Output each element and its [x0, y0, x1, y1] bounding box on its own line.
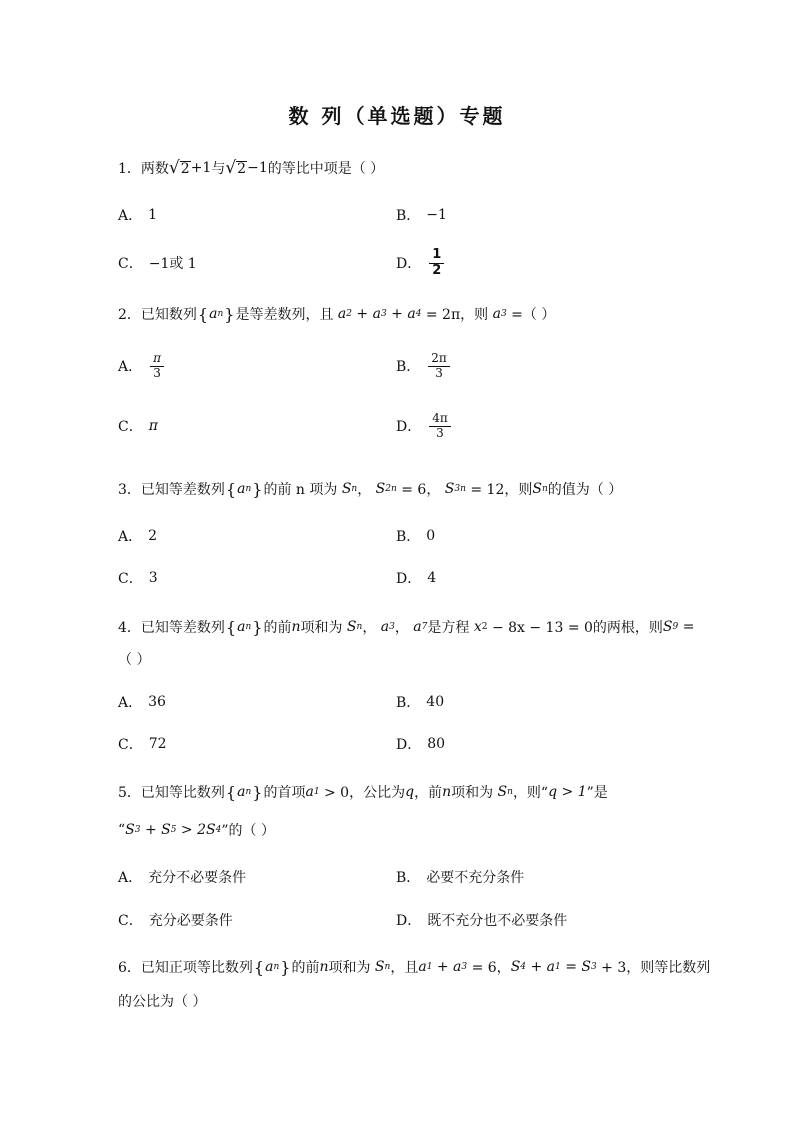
- option-b[interactable]: B． $\frac{2\pi}{3}$: [396, 346, 452, 386]
- option-a[interactable]: A． 2: [118, 528, 158, 545]
- question-6: 6． 已知正项等比数列 { a n } 的前 n 项和为 S n ，且 a 1 + a 3 = 6， S 4 + a 1 = S 3 + 3，则等比数列: [118, 957, 711, 977]
- option-d[interactable]: D． 80: [396, 736, 446, 753]
- fraction: $\frac{1}{2}$: [429, 248, 444, 279]
- question-number: 4．: [118, 620, 141, 636]
- sqrt-2: √ 2: [225, 158, 247, 179]
- option-c[interactable]: C． 3: [118, 570, 158, 587]
- option-d[interactable]: D． 既不充分也不必要条件: [396, 913, 568, 929]
- option-b[interactable]: B． 必要不充分条件: [396, 870, 525, 886]
- option-b[interactable]: B． 0: [396, 528, 436, 545]
- question-number: 5．: [118, 785, 141, 801]
- question-6-cont: 的公比为（ ）: [118, 994, 207, 1010]
- option-c[interactable]: C． −1或 1: [118, 256, 197, 272]
- question-number: 3．: [118, 482, 141, 498]
- option-a[interactable]: A． 36: [118, 694, 166, 711]
- option-d[interactable]: D． $\frac{1}{2}$: [396, 243, 446, 283]
- option-c[interactable]: C． 72: [118, 736, 167, 753]
- question-5: 5． 已知等比数列 { a n } 的首项 a 1 > 0，公比为 q ，前 n 项和为 S n ，则“ q > 1 ”是: [118, 782, 608, 802]
- question-3: 3． 已知等差数列 { a n } 的前 n 项为 S n ， S 2n = 6， S 3n = 12，则 S n 的值为（ ）: [118, 479, 623, 499]
- option-b[interactable]: B． −1: [396, 207, 447, 224]
- option-d[interactable]: D． $\frac{4\pi}{3}$: [396, 406, 453, 446]
- question-number: 6．: [118, 960, 141, 976]
- question-number: 1．: [118, 161, 141, 177]
- question-number: 2．: [118, 307, 141, 323]
- option-c[interactable]: C． 充分必要条件: [118, 913, 233, 929]
- question-4: 4． 已知等差数列 { a n } 的前 n 项和为 S n ， a 3 ， a 7 是方程 x 2 − 8x − 13 = 0的两根，则 S 9 =: [118, 617, 695, 637]
- option-c[interactable]: C． π: [118, 418, 158, 435]
- question-1: 1． 两数 √ 2 +1 与 √ 2 −1 的等比中项是（ ）: [118, 158, 385, 179]
- fraction: $\frac{\pi}{3}$: [150, 352, 164, 381]
- sqrt-2: √ 2: [168, 158, 190, 179]
- question-5-cont: “ S 3 + S 5 > 2S 4 ”的（ ）: [118, 822, 275, 839]
- option-b[interactable]: B． 40: [396, 694, 445, 711]
- fraction: $\frac{2\pi}{3}$: [428, 352, 450, 381]
- page-title: 数 列（单选题）专题: [288, 104, 506, 128]
- option-a[interactable]: A． 1: [118, 207, 158, 224]
- question-4-cont: （ ）: [118, 652, 151, 668]
- option-a[interactable]: A． 充分不必要条件: [118, 870, 247, 886]
- question-2: 2． 已知数列 { a n } 是等差数列，且 a 2 + a 3 + a 4 = 2π，则 a 3 =（ ）: [118, 304, 556, 324]
- fraction: $\frac{4\pi}{3}$: [429, 412, 451, 441]
- option-a[interactable]: A． $\frac{\pi}{3}$: [118, 346, 166, 386]
- option-d[interactable]: D． 4: [396, 570, 437, 587]
